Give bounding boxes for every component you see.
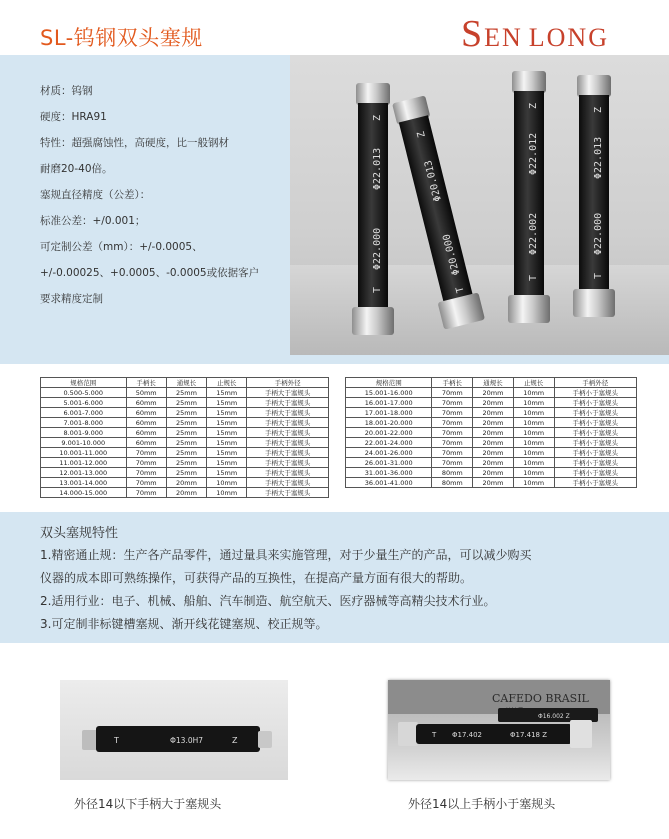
- col-header-nogo-length: 止规长: [207, 378, 247, 388]
- table-cell: 20mm: [473, 478, 514, 488]
- spec-line: 可定制公差（mm）：+/-0.0005、: [40, 241, 203, 253]
- table-row: [41, 388, 329, 398]
- table-cell: 11.001-12.000: [41, 458, 127, 468]
- table-cell: 7.001-8.000: [41, 418, 127, 428]
- spec-text: [40, 78, 288, 312]
- box-text: CAFEDO BRASIL: [492, 692, 589, 705]
- table-row: [346, 418, 637, 428]
- spec-line: 材质：钨钢: [40, 85, 93, 97]
- table-cell: 20mm: [473, 418, 514, 428]
- table-cell: 60mm: [126, 408, 166, 418]
- spec-line: 塞规直径精度（公差）：: [40, 189, 151, 201]
- large-gauge-size-label: Φ17.402: [452, 731, 483, 739]
- col-header-handle-diameter: 手柄外径: [247, 378, 329, 388]
- table-cell: 手柄大于塞规头: [247, 468, 329, 478]
- page-title: SL-钨钢双头塞规: [40, 26, 203, 50]
- table-cell: 5.001-6.000: [41, 398, 127, 408]
- table-cell: 60mm: [126, 418, 166, 428]
- table-cell: 15mm: [207, 418, 247, 428]
- table-cell: 20mm: [473, 458, 514, 468]
- small-gauge-z-label: Z: [232, 736, 238, 745]
- table-cell: 10mm: [513, 418, 554, 428]
- table-cell: 10mm: [513, 468, 554, 478]
- table-cell: 25mm: [166, 408, 206, 418]
- table-cell: 24.001-26.000: [346, 448, 432, 458]
- table-cell: 20mm: [473, 428, 514, 438]
- features-title: 双头塞规特性: [40, 526, 119, 541]
- gauges-illustration: [290, 55, 669, 355]
- table-row: [346, 458, 637, 468]
- table-cell: 25mm: [166, 428, 206, 438]
- table-cell: 15mm: [207, 438, 247, 448]
- table-cell: 70mm: [432, 418, 473, 428]
- gauge-2-bottom-label: Φ20.000: [441, 232, 463, 277]
- table-row: [346, 398, 637, 408]
- table-cell: 10mm: [207, 488, 247, 498]
- table-row: [41, 488, 329, 498]
- gauge-1-top-label: Z: [372, 114, 383, 121]
- table-cell: 15mm: [207, 398, 247, 408]
- table-cell: 20mm: [473, 448, 514, 458]
- table-header-row: [41, 378, 329, 388]
- table-cell: 20mm: [473, 398, 514, 408]
- col-header-range: 规格范围: [41, 378, 127, 388]
- table-cell: 手柄大于塞规头: [247, 428, 329, 438]
- col-header-nogo-length: 止规长: [513, 378, 554, 388]
- table-cell: 60mm: [126, 398, 166, 408]
- table-cell: 9.001-10.000: [41, 438, 127, 448]
- table-cell: 70mm: [432, 438, 473, 448]
- table-row: [346, 408, 637, 418]
- table-cell: 20.001-22.000: [346, 428, 432, 438]
- gallery-photo-large-head: [388, 680, 610, 780]
- brand-rest-2: ONG: [546, 23, 609, 52]
- gauge-1-mid-label: Φ22.013: [372, 147, 383, 190]
- spec-table-left: [40, 377, 329, 498]
- table-cell: 10mm: [513, 428, 554, 438]
- table-cell: 20mm: [166, 478, 206, 488]
- table-row: [346, 438, 637, 448]
- table-row: [346, 468, 637, 478]
- gauge-3: [508, 71, 550, 323]
- table-cell: 70mm: [432, 428, 473, 438]
- spec-line: 耐磨20-40倍。: [40, 163, 113, 175]
- feature-line: 2.适用行业：电子、机械、船舶、汽车制造、航空航天、医疗器械等高精尖技术行业。: [40, 594, 496, 608]
- gauge-2-mid-label: Φ20.013: [423, 159, 444, 203]
- gauge-1-bottom-label: Φ22.000: [372, 227, 383, 270]
- table-cell: 手柄小于塞规头: [554, 448, 637, 458]
- table-cell: 15mm: [207, 458, 247, 468]
- table-row: [41, 448, 329, 458]
- spec-line: 硬度：HRA91: [40, 111, 107, 123]
- brand-initial-2: L: [528, 23, 547, 52]
- feature-line: 1.精密通止规：生产各产品零件，通过量具来实施管理，对于少量生产的产品，可以减少购买: [40, 548, 532, 562]
- table-cell: 70mm: [432, 458, 473, 468]
- table-row: [41, 468, 329, 478]
- table-cell: 15mm: [207, 448, 247, 458]
- table-cell: 25mm: [166, 468, 206, 478]
- table-body-right: [346, 388, 637, 488]
- table-cell: 手柄小于塞规头: [554, 408, 637, 418]
- table-cell: 20mm: [473, 388, 514, 398]
- table-cell: 10mm: [513, 458, 554, 468]
- table-cell: 80mm: [432, 478, 473, 488]
- gauge-2-t-label: T: [454, 285, 467, 294]
- brand-initial-1: S: [460, 13, 485, 55]
- gallery-photo-small-handle: [60, 680, 288, 780]
- col-header-handle-length: 手柄长: [432, 378, 473, 388]
- table-cell: 手柄小于塞规头: [554, 418, 637, 428]
- gauge-3-mid-label: Φ22.012: [528, 132, 539, 175]
- table-cell: 60mm: [126, 428, 166, 438]
- table-body-left: [41, 388, 329, 498]
- table-cell: 25mm: [166, 418, 206, 428]
- table-cell: 8.001-9.000: [41, 428, 127, 438]
- gauge-3-top-label: Z: [528, 102, 539, 109]
- table-cell: 26.001-31.000: [346, 458, 432, 468]
- table-cell: 手柄小于塞规头: [554, 438, 637, 448]
- table-row: [41, 458, 329, 468]
- table-cell: 0.500-5.000: [41, 388, 127, 398]
- gauge-4-mid-label: Φ22.013: [593, 136, 604, 179]
- table-cell: 22.001-24.000: [346, 438, 432, 448]
- table-cell: 15mm: [207, 468, 247, 478]
- large-gauge-t-label: T: [432, 731, 437, 739]
- gauge-1: [352, 83, 394, 335]
- table-cell: 10mm: [513, 398, 554, 408]
- spec-line: 特性：超强腐蚀性，高硬度，比一般钢材: [40, 137, 229, 149]
- table-cell: 25mm: [166, 398, 206, 408]
- table-cell: 20mm: [473, 408, 514, 418]
- table-cell: 手柄大于塞规头: [247, 478, 329, 488]
- col-header-go-length: 通规长: [166, 378, 206, 388]
- table-row: [346, 448, 637, 458]
- table-cell: 31.001-36.000: [346, 468, 432, 478]
- gauge-3-t-label: T: [528, 274, 539, 281]
- table-cell: 70mm: [126, 468, 166, 478]
- table-cell: 手柄大于塞规头: [247, 438, 329, 448]
- table-cell: 16.001-17.000: [346, 398, 432, 408]
- table-cell: 25mm: [166, 458, 206, 468]
- table-cell: 手柄大于塞规头: [247, 488, 329, 498]
- large-gauge-illustration: [388, 680, 610, 780]
- table-cell: 10.001-11.000: [41, 448, 127, 458]
- table-row: [41, 428, 329, 438]
- table-cell: 10mm: [513, 408, 554, 418]
- spec-line: 标准公差：+/0.001；: [40, 215, 146, 227]
- table-cell: 15.001-16.000: [346, 388, 432, 398]
- table-cell: 70mm: [432, 448, 473, 458]
- table-cell: 10mm: [513, 438, 554, 448]
- table-cell: 60mm: [126, 438, 166, 448]
- caption-small-handle: 外径14以下手柄大于塞规头: [74, 797, 222, 811]
- small-gauge-size-label: Φ13.0H7: [170, 736, 204, 745]
- table-cell: 25mm: [166, 388, 206, 398]
- table-cell: 70mm: [126, 478, 166, 488]
- table-row: [346, 428, 637, 438]
- table-row: [41, 418, 329, 428]
- feature-line: 仪器的成本即可熟练操作，可获得产品的互换性，在提高产量方面有很大的帮助。: [40, 571, 473, 585]
- table-cell: 70mm: [126, 448, 166, 458]
- spec-tables: [0, 364, 669, 512]
- table-cell: 70mm: [432, 398, 473, 408]
- table-cell: 25mm: [166, 438, 206, 448]
- table-cell: 手柄大于塞规头: [247, 388, 329, 398]
- gauge-1-t-label: T: [372, 286, 383, 293]
- table-cell: 手柄大于塞规头: [247, 458, 329, 468]
- large-gauge-z-label: Φ17.418 Z: [510, 731, 548, 739]
- spec-table-right: [345, 377, 637, 488]
- table-cell: 手柄大于塞规头: [247, 408, 329, 418]
- page-header: [0, 0, 669, 55]
- table-cell: 手柄大于塞规头: [247, 418, 329, 428]
- back-gauge-label: Φ16.002 Z: [538, 713, 570, 720]
- table-cell: 70mm: [432, 408, 473, 418]
- table-cell: 70mm: [432, 388, 473, 398]
- table-cell: 手柄大于塞规头: [247, 398, 329, 408]
- brand-logo: [461, 12, 609, 56]
- table-cell: 20mm: [473, 468, 514, 478]
- table-cell: 手柄大于塞规头: [247, 448, 329, 458]
- table-row: [41, 438, 329, 448]
- table-cell: 手柄小于塞规头: [554, 388, 637, 398]
- table-cell: 10mm: [513, 478, 554, 488]
- small-gauge-t-label: T: [114, 736, 119, 745]
- table-cell: 50mm: [126, 388, 166, 398]
- table-cell: 36.001-41.000: [346, 478, 432, 488]
- table-cell: 15mm: [207, 408, 247, 418]
- gauge-3-bottom-label: Φ22.002: [528, 212, 539, 255]
- table-cell: 18.001-20.000: [346, 418, 432, 428]
- table-cell: 20mm: [473, 438, 514, 448]
- brand-rest-1: EN: [484, 23, 523, 52]
- small-gauge-illustration: [60, 680, 288, 780]
- table-row: [41, 398, 329, 408]
- product-photo: [290, 55, 669, 355]
- col-header-handle-diameter: 手柄外径: [554, 378, 637, 388]
- caption-large-head: 外径14以上手柄小于塞规头: [408, 797, 556, 811]
- table-cell: 14.000-15.000: [41, 488, 127, 498]
- col-header-range: 规格范围: [346, 378, 432, 388]
- table-row: [346, 478, 637, 488]
- table-cell: 手柄小于塞规头: [554, 458, 637, 468]
- feature-line: 3.可定制非标键槽塞规、渐开线花键塞规、校正规等。: [40, 617, 328, 631]
- gauge-4-top-label: Z: [593, 106, 604, 113]
- table-cell: 6.001-7.000: [41, 408, 127, 418]
- table-cell: 17.001-18.000: [346, 408, 432, 418]
- table-cell: 15mm: [207, 428, 247, 438]
- table-cell: 10mm: [513, 388, 554, 398]
- table-row: [41, 408, 329, 418]
- gauge-4-bottom-label: Φ22.000: [593, 212, 604, 255]
- table-cell: 80mm: [432, 468, 473, 478]
- table-header-row: [346, 378, 637, 388]
- table-cell: 13.001-14.000: [41, 478, 127, 488]
- table-cell: 70mm: [126, 488, 166, 498]
- table-cell: 手柄小于塞规头: [554, 398, 637, 408]
- table-cell: 手柄小于塞规头: [554, 428, 637, 438]
- gauge-4: [573, 75, 615, 317]
- spec-line: 要求精度定制: [40, 293, 103, 305]
- table-row: [346, 388, 637, 398]
- table-cell: 15mm: [207, 388, 247, 398]
- spec-line: +/-0.00025、+0.0005、-0.0005或依据客户: [40, 267, 260, 279]
- gauge-2-top-label: Z: [415, 130, 428, 139]
- table-cell: 25mm: [166, 448, 206, 458]
- table-cell: 12.001-13.000: [41, 468, 127, 478]
- table-cell: 10mm: [207, 478, 247, 488]
- table-row: [41, 478, 329, 488]
- table-cell: 手柄小于塞规头: [554, 468, 637, 478]
- col-header-handle-length: 手柄长: [126, 378, 166, 388]
- gauge-4-t-label: T: [593, 272, 604, 279]
- table-cell: 10mm: [513, 448, 554, 458]
- table-cell: 70mm: [126, 458, 166, 468]
- table-cell: 手柄小于塞规头: [554, 478, 637, 488]
- col-header-go-length: 通规长: [473, 378, 514, 388]
- table-cell: 20mm: [166, 488, 206, 498]
